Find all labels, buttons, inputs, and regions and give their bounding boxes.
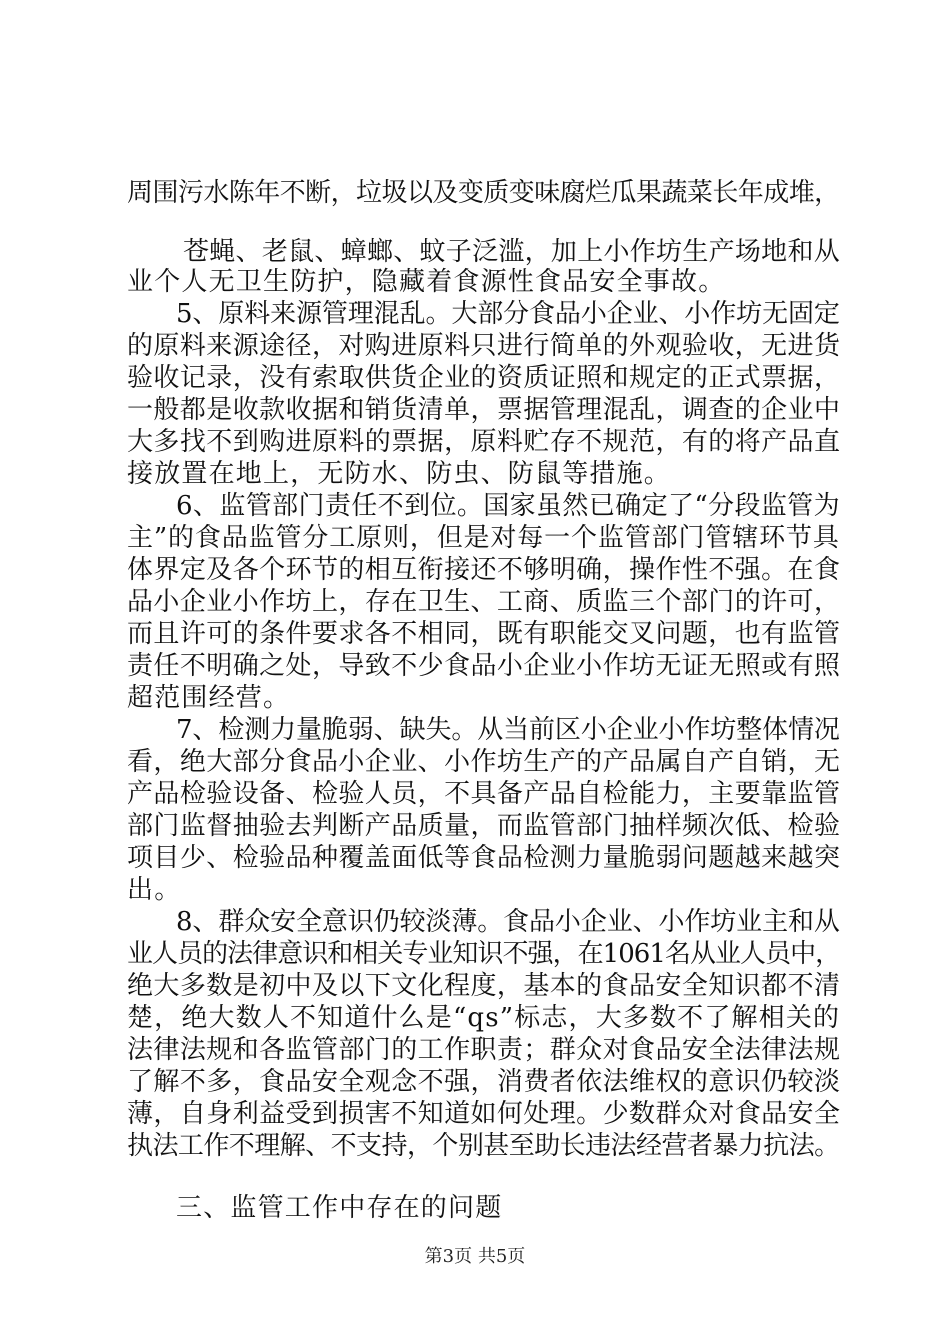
paragraph-line: 接放置在地上，无防水、防虫、防鼠等措施。 bbox=[127, 459, 672, 489]
paragraph-line: 部门监督抽验去判断产品质量，而监管部门抽样频次低、检验 bbox=[127, 811, 841, 841]
paragraph-line: 5、原料来源管理混乱。大部分食品小企业、小作坊无固定 bbox=[176, 299, 840, 329]
paragraph-line: 8、群众安全意识仍较淡薄。食品小企业、小作坊业主和从 bbox=[176, 907, 840, 937]
paragraph-line: 出。 bbox=[127, 875, 182, 905]
paragraph-line: 验收记录，没有索取供货企业的资质证照和规定的正式票据， bbox=[127, 363, 841, 393]
paragraph-line: 一般都是收款收据和销货清单，票据管理混乱，调查的企业中 bbox=[127, 395, 841, 425]
paragraph-line: 项目少、检验品种覆盖面低等食品检测力量脆弱问题越来越突 bbox=[127, 843, 841, 873]
paragraph-line: 主”的食品监管分工原则，但是对每一个监管部门管辖环节具 bbox=[127, 523, 840, 553]
paragraph-line: 苍蝇、老鼠、蟑螂、蚊子泛滥，加上小作坊生产场地和从 bbox=[183, 237, 841, 267]
paragraph-line: 楚，绝大数人不知道什么是“qs”标志，大多数不了解相关的 bbox=[127, 1003, 841, 1033]
paragraph-line: 品小企业小作坊上，存在卫生、工商、质监三个部门的许可， bbox=[127, 587, 841, 617]
paragraph-line: 法律法规和各监管部门的工作职责；群众对食品安全法律法规 bbox=[127, 1035, 841, 1065]
paragraph-line: 的原料来源途径，对购进原料只进行简单的外观验收，无进货 bbox=[127, 331, 841, 361]
paragraph-line: 执法工作不理解、不支持，个别甚至助长违法经营者暴力抗法。 bbox=[127, 1131, 840, 1161]
paragraph-line: 而且许可的条件要求各不相同，既有职能交叉问题，也有监管 bbox=[127, 619, 841, 649]
paragraph-line: 业个人无卫生防护，隐藏着食源性食品安全事故。 bbox=[127, 267, 726, 297]
section-heading: 三、监管工作中存在的问题 bbox=[176, 1193, 503, 1223]
paragraph-line: 薄，自身利益受到损害不知道如何处理。少数群众对食品安全 bbox=[127, 1099, 841, 1129]
paragraph-line: 看，绝大部分食品小企业、小作坊生产的产品属自产自销，无 bbox=[127, 747, 841, 777]
paragraph-line: 超范围经营。 bbox=[127, 683, 291, 713]
paragraph-line: 周围污水陈年不断，垃圾以及变质变味腐烂瓜果蔬菜长年成堆， bbox=[127, 178, 840, 208]
paragraph-line: 大多找不到购进原料的票据，原料贮存不规范，有的将产品直 bbox=[127, 427, 841, 457]
paragraph-line: 了解不多，食品安全观念不强，消费者依法维权的意识仍较淡 bbox=[127, 1067, 841, 1097]
paragraph-line: 7、检测力量脆弱、缺失。从当前区小企业小作坊整体情况 bbox=[176, 715, 840, 745]
paragraph-line: 6、监管部门责任不到位。国家虽然已确定了“分段监管为 bbox=[176, 491, 841, 521]
paragraph-line: 绝大多数是初中及以下文化程度，基本的食品安全知识都不清 bbox=[127, 971, 841, 1001]
paragraph-line: 业人员的法律意识和相关专业知识不强，在1061名从业人员中， bbox=[127, 939, 841, 969]
paragraph-line: 责任不明确之处，导致不少食品小企业小作坊无证无照或有照 bbox=[127, 651, 841, 681]
page-footer: 第3页 共5页 bbox=[424, 1246, 526, 1267]
paragraph-line: 体界定及各个环节的相互衔接还不够明确，操作性不强。在食 bbox=[127, 555, 841, 585]
paragraph-line: 产品检验设备、检验人员，不具备产品自检能力，主要靠监管 bbox=[127, 779, 841, 809]
